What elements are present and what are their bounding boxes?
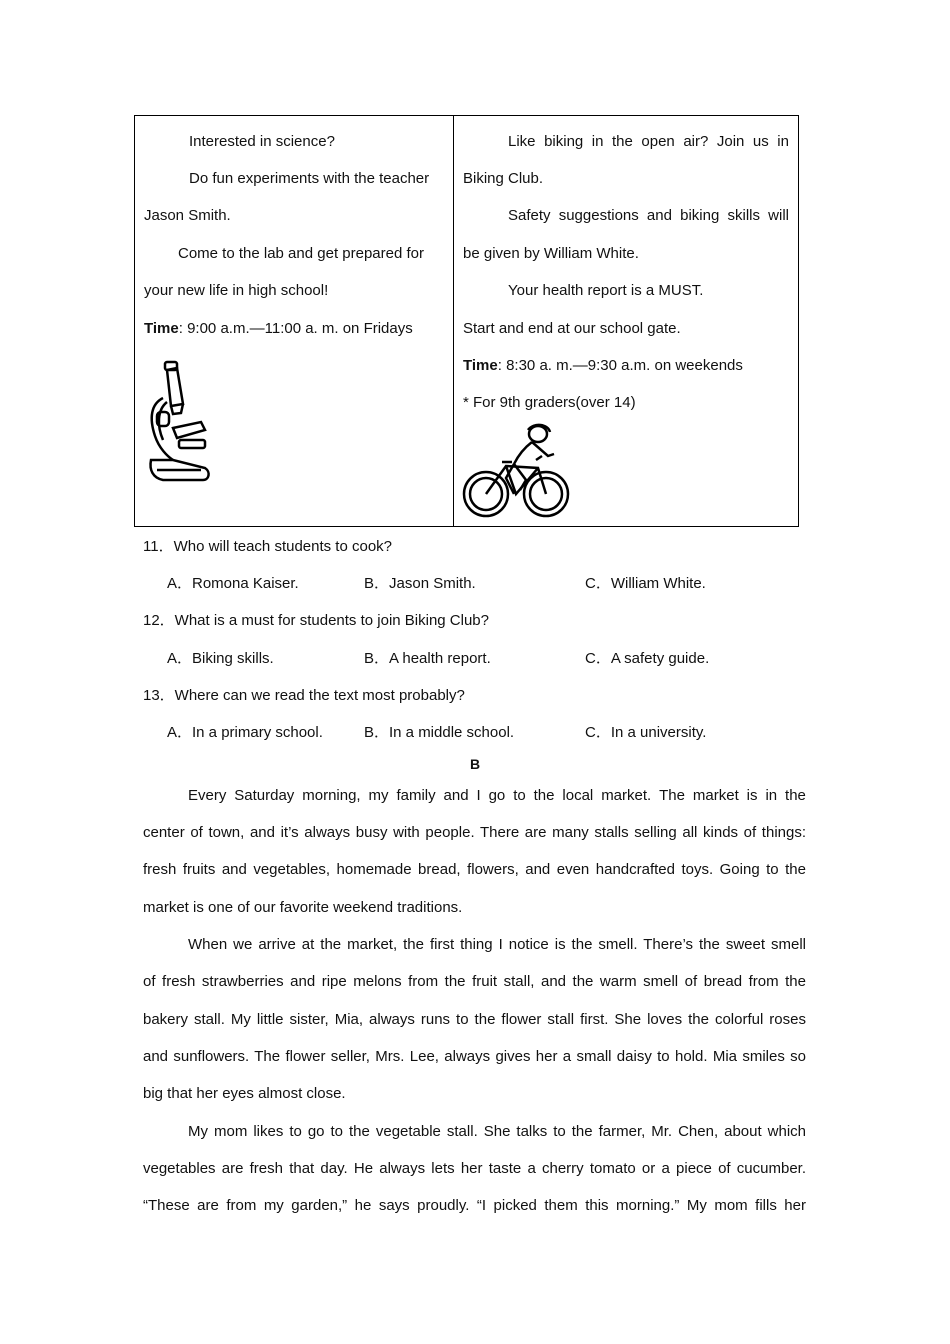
question-12-option-c: C．A safety guide. — [585, 650, 710, 667]
ad-left-line2: Do fun experiments with the teacher — [189, 170, 430, 187]
ad-right-line5: Your health report is a MUST. — [508, 282, 704, 299]
word: market. — [601, 787, 652, 804]
passage-line: center of town, and it’s always busy with people. There are many stalls selling all kinds of things: — [143, 824, 806, 841]
passage-line: bakery stall. My little sister, Mia, always runs to the flower stall first. She loves the colorful roses — [143, 1011, 806, 1028]
passage-line — [188, 786, 806, 806]
question-11-stem: 11．Who will teach students to cook? — [143, 538, 393, 555]
ad-right-line4: be given by William White. — [463, 245, 639, 262]
ad-left-time — [144, 319, 413, 339]
question-13-option-c: C．In a university. — [585, 724, 707, 741]
ad-left-line5: your new life in high school! — [144, 282, 329, 299]
word: us — [752, 133, 769, 150]
word: the — [533, 787, 555, 804]
time-value: : 9:00 a.m.—11:00 a. m. on Fridays — [178, 320, 413, 337]
word: The — [659, 787, 685, 804]
word: open — [641, 133, 675, 150]
question-12-option-a: A．Biking skills. — [167, 650, 274, 667]
ad-right-line6: Start and end at our school gate. — [463, 320, 681, 337]
ad-right-note: * For 9th graders(over 14) — [463, 394, 636, 411]
passage-line: When we arrive at the market, the first thing I notice is the smell. There’s the sweet smell — [188, 936, 806, 953]
ad-table — [134, 115, 799, 527]
word: in — [765, 787, 778, 804]
word: the — [612, 133, 633, 150]
biking-ad — [454, 116, 798, 526]
passage-line: big that her eyes almost close. — [143, 1085, 346, 1102]
word: is — [746, 787, 758, 804]
passage-line: vegetables are fresh that day. He always lets her taste a cherry tomato or a piece of cucumber. — [143, 1160, 806, 1177]
microscope-icon — [143, 356, 215, 486]
section-b-title: B — [469, 756, 481, 772]
word: market — [692, 787, 739, 804]
ad-left-line4: Come to the lab and get prepared for — [178, 245, 424, 262]
word: in — [777, 133, 789, 150]
time-value: : 8:30 a. m.—9:30 a.m. on weekends — [497, 357, 743, 374]
time-label: Time — [144, 320, 179, 337]
ad-left-line1: Interested in science? — [189, 133, 335, 150]
word: to — [513, 787, 526, 804]
passage-line: fresh fruits and vegetables, homemade bread, flowers, and even handcrafted toys. Going to the — [143, 861, 806, 878]
question-11-option-b: B．Jason Smith. — [364, 575, 476, 592]
question-13-option-a: A．In a primary school. — [167, 724, 323, 741]
word: biking — [544, 133, 584, 150]
passage-line: “These are from my garden,” he says proudly. “I picked them this morning.” My mom fills her — [143, 1197, 806, 1214]
question-11-option-c: C．William White. — [585, 575, 706, 592]
word: Join — [716, 133, 745, 150]
word: local — [562, 787, 594, 804]
question-12-option-b: B．A health report. — [364, 650, 491, 667]
word: morning, — [302, 787, 361, 804]
passage-line: market is one of our favorite weekend traditions. — [143, 899, 463, 916]
question-13-stem: 13．Where can we read the text most probably? — [143, 687, 465, 704]
ad-right-line3: Safety suggestions and biking skills will — [508, 207, 789, 224]
word: Every — [188, 787, 227, 804]
ad-left-line3: Jason Smith. — [144, 207, 231, 224]
word: Like — [508, 133, 536, 150]
ad-right-time — [463, 356, 743, 376]
word: family — [396, 787, 436, 804]
question-13-option-b: B．In a middle school. — [364, 724, 515, 741]
passage-line: My mom likes to go to the vegetable stall. She talks to the farmer, Mr. Chen, about which — [188, 1123, 806, 1140]
ad-right-line2: Biking Club. — [463, 170, 544, 187]
question-12-stem: 12．What is a must for students to join Biking Club? — [143, 612, 489, 629]
word: go — [488, 787, 506, 804]
time-label: Time — [463, 357, 498, 374]
word: my — [368, 787, 389, 804]
ad-right-line1 — [508, 132, 789, 152]
word: Saturday — [234, 787, 295, 804]
science-ad — [135, 116, 454, 526]
word: in — [591, 133, 604, 150]
word: air? — [683, 133, 709, 150]
word: and — [443, 787, 469, 804]
question-11-option-a: A．Romona Kaiser. — [167, 575, 299, 592]
passage-line: of fresh strawberries and ripe melons from the fruit stall, and the warm smell of bread from the — [143, 973, 806, 990]
word: I — [476, 787, 481, 804]
cyclist-icon — [462, 420, 570, 520]
word: the — [785, 787, 806, 804]
passage-line: and sunflowers. The flower seller, Mrs. Lee, always gives her a small daisy to hold. Mia smiles so — [143, 1048, 806, 1065]
